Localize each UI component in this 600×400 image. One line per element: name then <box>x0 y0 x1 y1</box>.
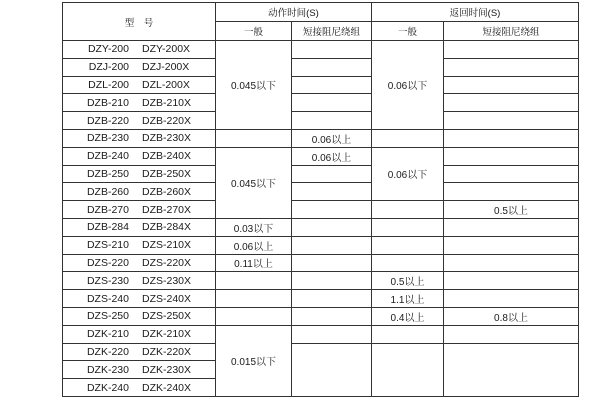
empty-cell <box>444 218 579 236</box>
model-cell <box>63 94 216 112</box>
return-general-value: 0.06以下 <box>372 147 444 200</box>
table-row <box>63 165 579 183</box>
model-name-x: DZB-230X <box>141 132 192 145</box>
model-name: DZK-240 <box>86 381 129 394</box>
model-cell <box>63 201 216 219</box>
header-return-time: 返回时间(S) <box>372 3 579 22</box>
empty-cell <box>292 343 372 396</box>
model-name-x: DZS-250X <box>141 310 192 323</box>
model-cell <box>63 361 216 379</box>
empty-cell <box>372 201 444 219</box>
model-cell <box>63 58 216 76</box>
action-general-value: 0.11以上 <box>216 254 292 272</box>
empty-cell <box>292 290 372 308</box>
table-row <box>63 290 579 308</box>
model-name-x: DZB-220X <box>141 114 192 127</box>
empty-cell <box>372 236 444 254</box>
model-cell <box>63 41 216 59</box>
model-name-x: DZJ-200X <box>142 61 190 74</box>
header-return-damping: 短接阻尼绕组 <box>444 22 579 41</box>
empty-cell <box>444 272 579 290</box>
model-name-x: DZB-270X <box>141 203 192 216</box>
empty-cell <box>292 307 372 325</box>
model-name: DZS-230 <box>86 274 129 287</box>
empty-cell <box>292 76 372 94</box>
model-name-x: DZK-210X <box>141 328 192 341</box>
empty-cell <box>444 236 579 254</box>
table-row <box>63 218 579 236</box>
model-name-x: DZS-240X <box>141 292 192 305</box>
model-name-x: DZS-210X <box>141 239 192 252</box>
table-row <box>63 183 579 201</box>
model-cell <box>63 379 216 397</box>
model-name-x: DZY-200X <box>142 43 191 56</box>
empty-cell <box>444 147 579 165</box>
action-general-value: 0.015以下 <box>216 325 292 396</box>
model-cell <box>63 290 216 308</box>
model-name: DZB-230 <box>86 132 129 145</box>
empty-cell <box>292 272 372 290</box>
relay-spec-table <box>62 2 579 397</box>
model-name: DZK-230 <box>86 363 129 376</box>
empty-cell <box>372 254 444 272</box>
model-name: DZJ-200 <box>88 61 129 74</box>
table-row <box>63 94 579 112</box>
empty-cell <box>216 272 292 290</box>
table-row <box>63 307 579 325</box>
model-cell <box>63 147 216 165</box>
table-row <box>63 41 579 59</box>
empty-cell <box>372 218 444 236</box>
model-cell <box>63 76 216 94</box>
empty-cell <box>216 129 292 147</box>
table-row <box>63 236 579 254</box>
model-name: DZB-210 <box>86 96 129 109</box>
model-cell <box>63 254 216 272</box>
empty-cell <box>444 343 579 396</box>
empty-cell <box>444 94 579 112</box>
model-cell <box>63 272 216 290</box>
empty-cell <box>292 94 372 112</box>
empty-cell <box>292 201 372 219</box>
model-cell <box>63 112 216 130</box>
action-general-value: 0.045以下 <box>216 147 292 218</box>
action-damping-value: 0.06以上 <box>292 147 372 165</box>
empty-cell <box>372 343 444 396</box>
model-cell <box>63 129 216 147</box>
model-name-x: DZB-210X <box>141 96 192 109</box>
table-row <box>63 343 579 361</box>
model-name-x: DZB-260X <box>141 185 192 198</box>
empty-cell <box>292 165 372 183</box>
empty-cell <box>292 254 372 272</box>
model-name: DZB-270 <box>86 203 129 216</box>
empty-cell <box>444 254 579 272</box>
table-row <box>63 58 579 76</box>
model-name-x: DZB-284X <box>141 221 192 234</box>
model-name-x: DZK-240X <box>141 381 192 394</box>
table-row <box>63 76 579 94</box>
empty-cell <box>216 307 292 325</box>
empty-cell <box>292 183 372 201</box>
model-name: DZS-240 <box>86 292 129 305</box>
empty-cell <box>444 290 579 308</box>
model-name: DZB-260 <box>86 185 129 198</box>
empty-cell <box>444 129 579 147</box>
empty-cell <box>292 41 372 59</box>
empty-cell <box>444 165 579 183</box>
empty-cell <box>292 58 372 76</box>
model-name-x: DZK-230X <box>141 363 192 376</box>
empty-cell <box>444 58 579 76</box>
table-row <box>63 201 579 219</box>
action-general-value: 0.03以下 <box>216 218 292 236</box>
action-damping-value: 0.06以上 <box>292 129 372 147</box>
empty-cell <box>444 325 579 343</box>
empty-cell <box>292 218 372 236</box>
empty-cell <box>444 41 579 59</box>
empty-cell <box>444 76 579 94</box>
model-name: DZK-220 <box>86 345 129 358</box>
model-name: DZL-200 <box>88 78 129 91</box>
model-name: DZS-210 <box>86 239 129 252</box>
table-row <box>63 129 579 147</box>
model-name-x: DZK-220X <box>141 345 192 358</box>
return-damping-value: 0.8以上 <box>444 307 579 325</box>
model-name-x: DZS-230X <box>141 274 192 287</box>
model-name: DZS-220 <box>86 256 129 269</box>
empty-cell <box>292 236 372 254</box>
header-action-time: 动作时间(S) <box>216 3 372 22</box>
model-name: DZS-250 <box>86 310 129 323</box>
model-name: DZB-284 <box>86 221 129 234</box>
model-name-x: DZB-250X <box>141 167 192 180</box>
return-damping-value: 0.5以上 <box>444 201 579 219</box>
action-general-value: 0.06以上 <box>216 236 292 254</box>
model-cell <box>63 325 216 343</box>
return-general-value: 0.5以上 <box>372 272 444 290</box>
model-cell <box>63 343 216 361</box>
header-return-general: 一般 <box>372 22 444 41</box>
model-cell <box>63 307 216 325</box>
model-name: DZK-210 <box>86 328 129 341</box>
model-cell <box>63 165 216 183</box>
empty-cell <box>216 290 292 308</box>
empty-cell <box>292 325 372 343</box>
table-row <box>63 254 579 272</box>
return-general-value: 1.1以上 <box>372 290 444 308</box>
header-model: 型 号 <box>63 3 216 41</box>
empty-cell <box>444 183 579 201</box>
return-general-value: 0.06以下 <box>372 41 444 130</box>
model-name: DZY-200 <box>87 43 129 56</box>
empty-cell <box>372 129 444 147</box>
model-name: DZB-220 <box>86 114 129 127</box>
return-general-value: 0.4以上 <box>372 307 444 325</box>
table-row <box>63 112 579 130</box>
header-action-general: 一般 <box>216 22 292 41</box>
model-cell <box>63 218 216 236</box>
header-action-damping: 短接阻尼绕组 <box>292 22 372 41</box>
model-cell <box>63 236 216 254</box>
table-row <box>63 325 579 343</box>
empty-cell <box>292 112 372 130</box>
table-row <box>63 272 579 290</box>
model-name: DZB-250 <box>86 167 129 180</box>
action-general-value: 0.045以下 <box>216 41 292 130</box>
model-name-x: DZL-200X <box>142 78 190 91</box>
empty-cell <box>372 325 444 343</box>
table-row <box>63 147 579 165</box>
model-name-x: DZS-220X <box>141 256 192 269</box>
model-name-x: DZB-240X <box>141 150 192 163</box>
model-cell <box>63 183 216 201</box>
empty-cell <box>444 112 579 130</box>
model-name: DZB-240 <box>86 150 129 163</box>
